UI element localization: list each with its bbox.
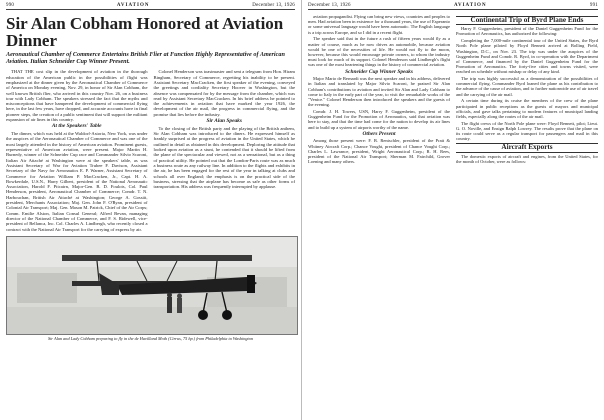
article-column-1 [308, 14, 450, 166]
article-columns [308, 14, 598, 166]
paragraph: The dinner, which was held at the Waldorf-Astoria, New York, was under the auspices of the Aeronautical Chamber of Commerce and was one of the most largely attended in the history of American aviation. Prominent guests, representative of American aviation, were present. Major Martin H. Burnedy, winner of the Schneider Cup race and Commander Silvio Scaroni, Italian Air Attaché at Washington were at the speakers' table, as was Assistant Secretary of War for Aviation Trubee F. Davison, Assistant Secretary of the Navy for Aeronautics E. P. Warner, Assistant Secretary of Commerce for Aviation William P. MacCracken, Jr., Capt. H. A. Bowkerdale, U.S.N., Harry Gilbert, president of the National Aeronautic Association, Harold F. Pitcairn, Major-Gen. B. D. Foulois, Col. Paul Henderson, president, Aeronautical Chamber of Commerce; Comdr. T. N. Harbouchan, British Air Attaché at Washington; George A. Gossiit, president, Merchants Association; Maj. Gen. John F. O'Ryan, president of Colonial Air Transport; Maj. Gen. Mason M. Patrick, Chief of the Air Corps; Comm. Emilie Alston, Italian Consul General; Alfred Bevan, managing director of the National Chamber of Commerce, and F. S. Ridewell, vice-president of Bellanca, Inc. Col. Charles A. Lindbergh, who recently closed a contract with the National Air Transport for the carrying of express by air. [6, 131, 148, 232]
issue-date: December 13, 1926 [252, 3, 295, 8]
article-subtitle: Aeronautical Chamber of Commerce Entertains British Flier at Function Highly Representative of American Aviation. Italian Schneider Cup Winner Present. [6, 51, 285, 66]
magazine-name: AVIATION [454, 3, 487, 8]
paragraph: To the closing of the British party and the playing of the British anthem, Sir Alan Cobham was introduced to the diners. He expressed himself as frankly surprised at the progress of aviation in the United States, which he outlined in detail as obtained in this development. Deploring the attitude that looked upon aviation as a stunt, he contended that it should be lifted from the plane of the spectacular and viewed, not as a sensational, but as a thing of practical utility. He pointed out that the London-Paris route was as much a business route as any railway line. In addition to the flights and exhibits in the air, he has been engaged for the rest of the year in talking at clubs and schools all over England; the emphasis is on the practical side of the business, stressing that the airplane has become as safe as other forms of transportation. His address was frequently interrupted by applause. [153, 125, 295, 190]
paragraph: A certain time during its cruise the members of the crew of the plane participated in public receptions as the guests of mayors and municipal officials, and gave talks pertaining to modern features of municipal landing fields, especially along the routes of the air mail. [456, 98, 598, 119]
paragraph: Comdr. J. H. Towers, USN, Harry F. Guggenheim, president of the Guggenheim Fund for the Promotion of Aeronautics, said that aviation was here to stay, and that the time had come for the nation to develop its air lines and to build up a system of airports worthy of the name. [308, 108, 450, 130]
article-title: Sir Alan Cobham Honored at Aviation Dinner [6, 14, 284, 50]
photo-caption: Sir Alan and Lady Cobham preparing to fly in the de Havilland Moth (Cirrus, 75 hp.) from Philadelphia to Washington [47, 336, 254, 342]
sidebar-heading: Aircraft Exports [456, 143, 598, 152]
article-columns [6, 69, 295, 233]
airplane-photo [6, 236, 298, 335]
paragraph: Harry F. Guggenheim, president of the Daniel Guggenheim Fund for the Promotion of Aeronautics, has authorized the following: [456, 26, 598, 37]
paragraph: Colonel Henderson was toastmaster and sent a telegram from Hon. Hiram Bingham, Secretary of Commerce, regretting his inability to be present. Assistant Secretary MacCracken, the first speaker of the evening, conveyed the greetings and cordiality Secretary Hoover in Washington, but the absence was compensated for by the message from the chamber, which was read by Assistant Secretary MacCracken. In his brief address he pointed to the achievements in aviation that have marked the year 1926, the development of the air mail, the progress in commercial flying, and the promise that lies before the industry. [153, 69, 295, 117]
paragraph: The flight crews of the North Pole plane were: Floyd Bennett, pilot; Lieut. G. O. Noville, and Ensign Ralph Lowrey. The results prove that the plane on its route could serve as a regular transport for passengers and mail in this country. [456, 120, 598, 142]
section-heading: Others Present [362, 130, 396, 137]
paragraph: The trip was highly successful as a demonstration of the possibilities of commercial flying. Commander Byrd loaned the plane as his contribution to the advance of the cause of aviation, and to further nationwide use of air travel and the carrying of the air mail. [456, 76, 598, 97]
magazine-name: AVIATION [116, 3, 150, 8]
right-page [302, 0, 604, 420]
page-number: 990 [6, 3, 15, 8]
page-number: 991 [589, 3, 598, 8]
page-header [6, 3, 295, 10]
paragraph: Major Mario de Bernardi was the next speaker and in his address, delivered in Italian and translated by Major Silvio Scaroni, he praised Sir Alan Cobham's contributions to aviation and invited Sir Alan and Lady Cobham to come to Italy in the early part of the year, to visit the remarkable works of the "Venice." Colonel Henderson then introduced the speakers and the guests of the evening. [308, 76, 450, 108]
section-heading: Sir Alan Speaks [206, 118, 242, 125]
issue-date: December 13, 1926 [308, 3, 351, 8]
paragraph: Completing the 7,000-mile continental tour of the United States, the Byrd North Pole plane piloted by Floyd Bennett arrived at Bolling Field, Washington, D.C., on Nov. 23. The trip was under the auspices of the Guggenheim Fund and Comdr. R. Byrd, in co-operation with the Department of Commerce, and financed by the Daniel Guggenheim Fund for the Promotion of Aeronautics. The forty-five cities and towns visited, were reached on schedule without mishap or delay of any kind. [456, 38, 598, 75]
article-column-2 [154, 69, 296, 233]
article-column-2 [456, 14, 598, 166]
paragraph: The domestic exports of aircraft and engines, from the United States, for the month of October, were as follows: [456, 153, 598, 164]
article-column-1 [6, 69, 148, 233]
paragraph: The speaker said that in the future a rush of fifteen years would fly as a matter of course, much as he now drives an automobile, because aviation would be one of the necessities of life. He would not fly to the moon, however, because this would encourage private owners, to whom the industry must look for much of its support. Colonel Henderson said Lindbergh's flight was one of the most heartening things in the history of commercial aviation. [308, 36, 450, 68]
paragraph: aviation propagandist. Flying can bring new views, countries and peoples to men. Had aviation been in existence for a thousand years, the use of Esperanto or some universal language would have been automatic. The English language is a trip across Europe, and so I did in a recent flight. [308, 14, 450, 35]
sidebar-heading: Continental Trip of Byrd Plane Ends [456, 16, 598, 25]
paragraph: Among those present were: F. B. Rentschler, president of the Pratt & Whitney Aircraft Corp.; Chance Vought, president of Chance Vought Corp.; Charles L. Lawrance, president, Wright Aeronautical Corp.; R. H. Rees, president of the National Air Transport; Sherman M. Fairchild, Grover Loening and many others. [308, 138, 450, 165]
section-heading: Schneider Cup Winner Speaks [345, 68, 413, 75]
airplane-illustration [7, 237, 297, 334]
section-heading: At the Speakers' Table [51, 123, 102, 130]
page-header [308, 3, 598, 10]
paragraph: THAT THE cost slip in the development of aviation in the thorough education of the American public in the possibilities of flight was emphasized at the dinner given by the Aeronautical Chamber of Commerce of America on Monday evening, Nov. 29, in honor of Sir Alan Cobham, the well known British flier, who arrived in this country Nov. 26, on a business tour with Lady Cobham. The speakers stressed the fact that the myths and misconceptions that have hampered the development of commercial flying here, in the last few years, have dropped, and accurate accounts have in final pioneer steps, the creation of a public sentiment that will support the militant expansion of air lines in this country. [6, 69, 148, 123]
